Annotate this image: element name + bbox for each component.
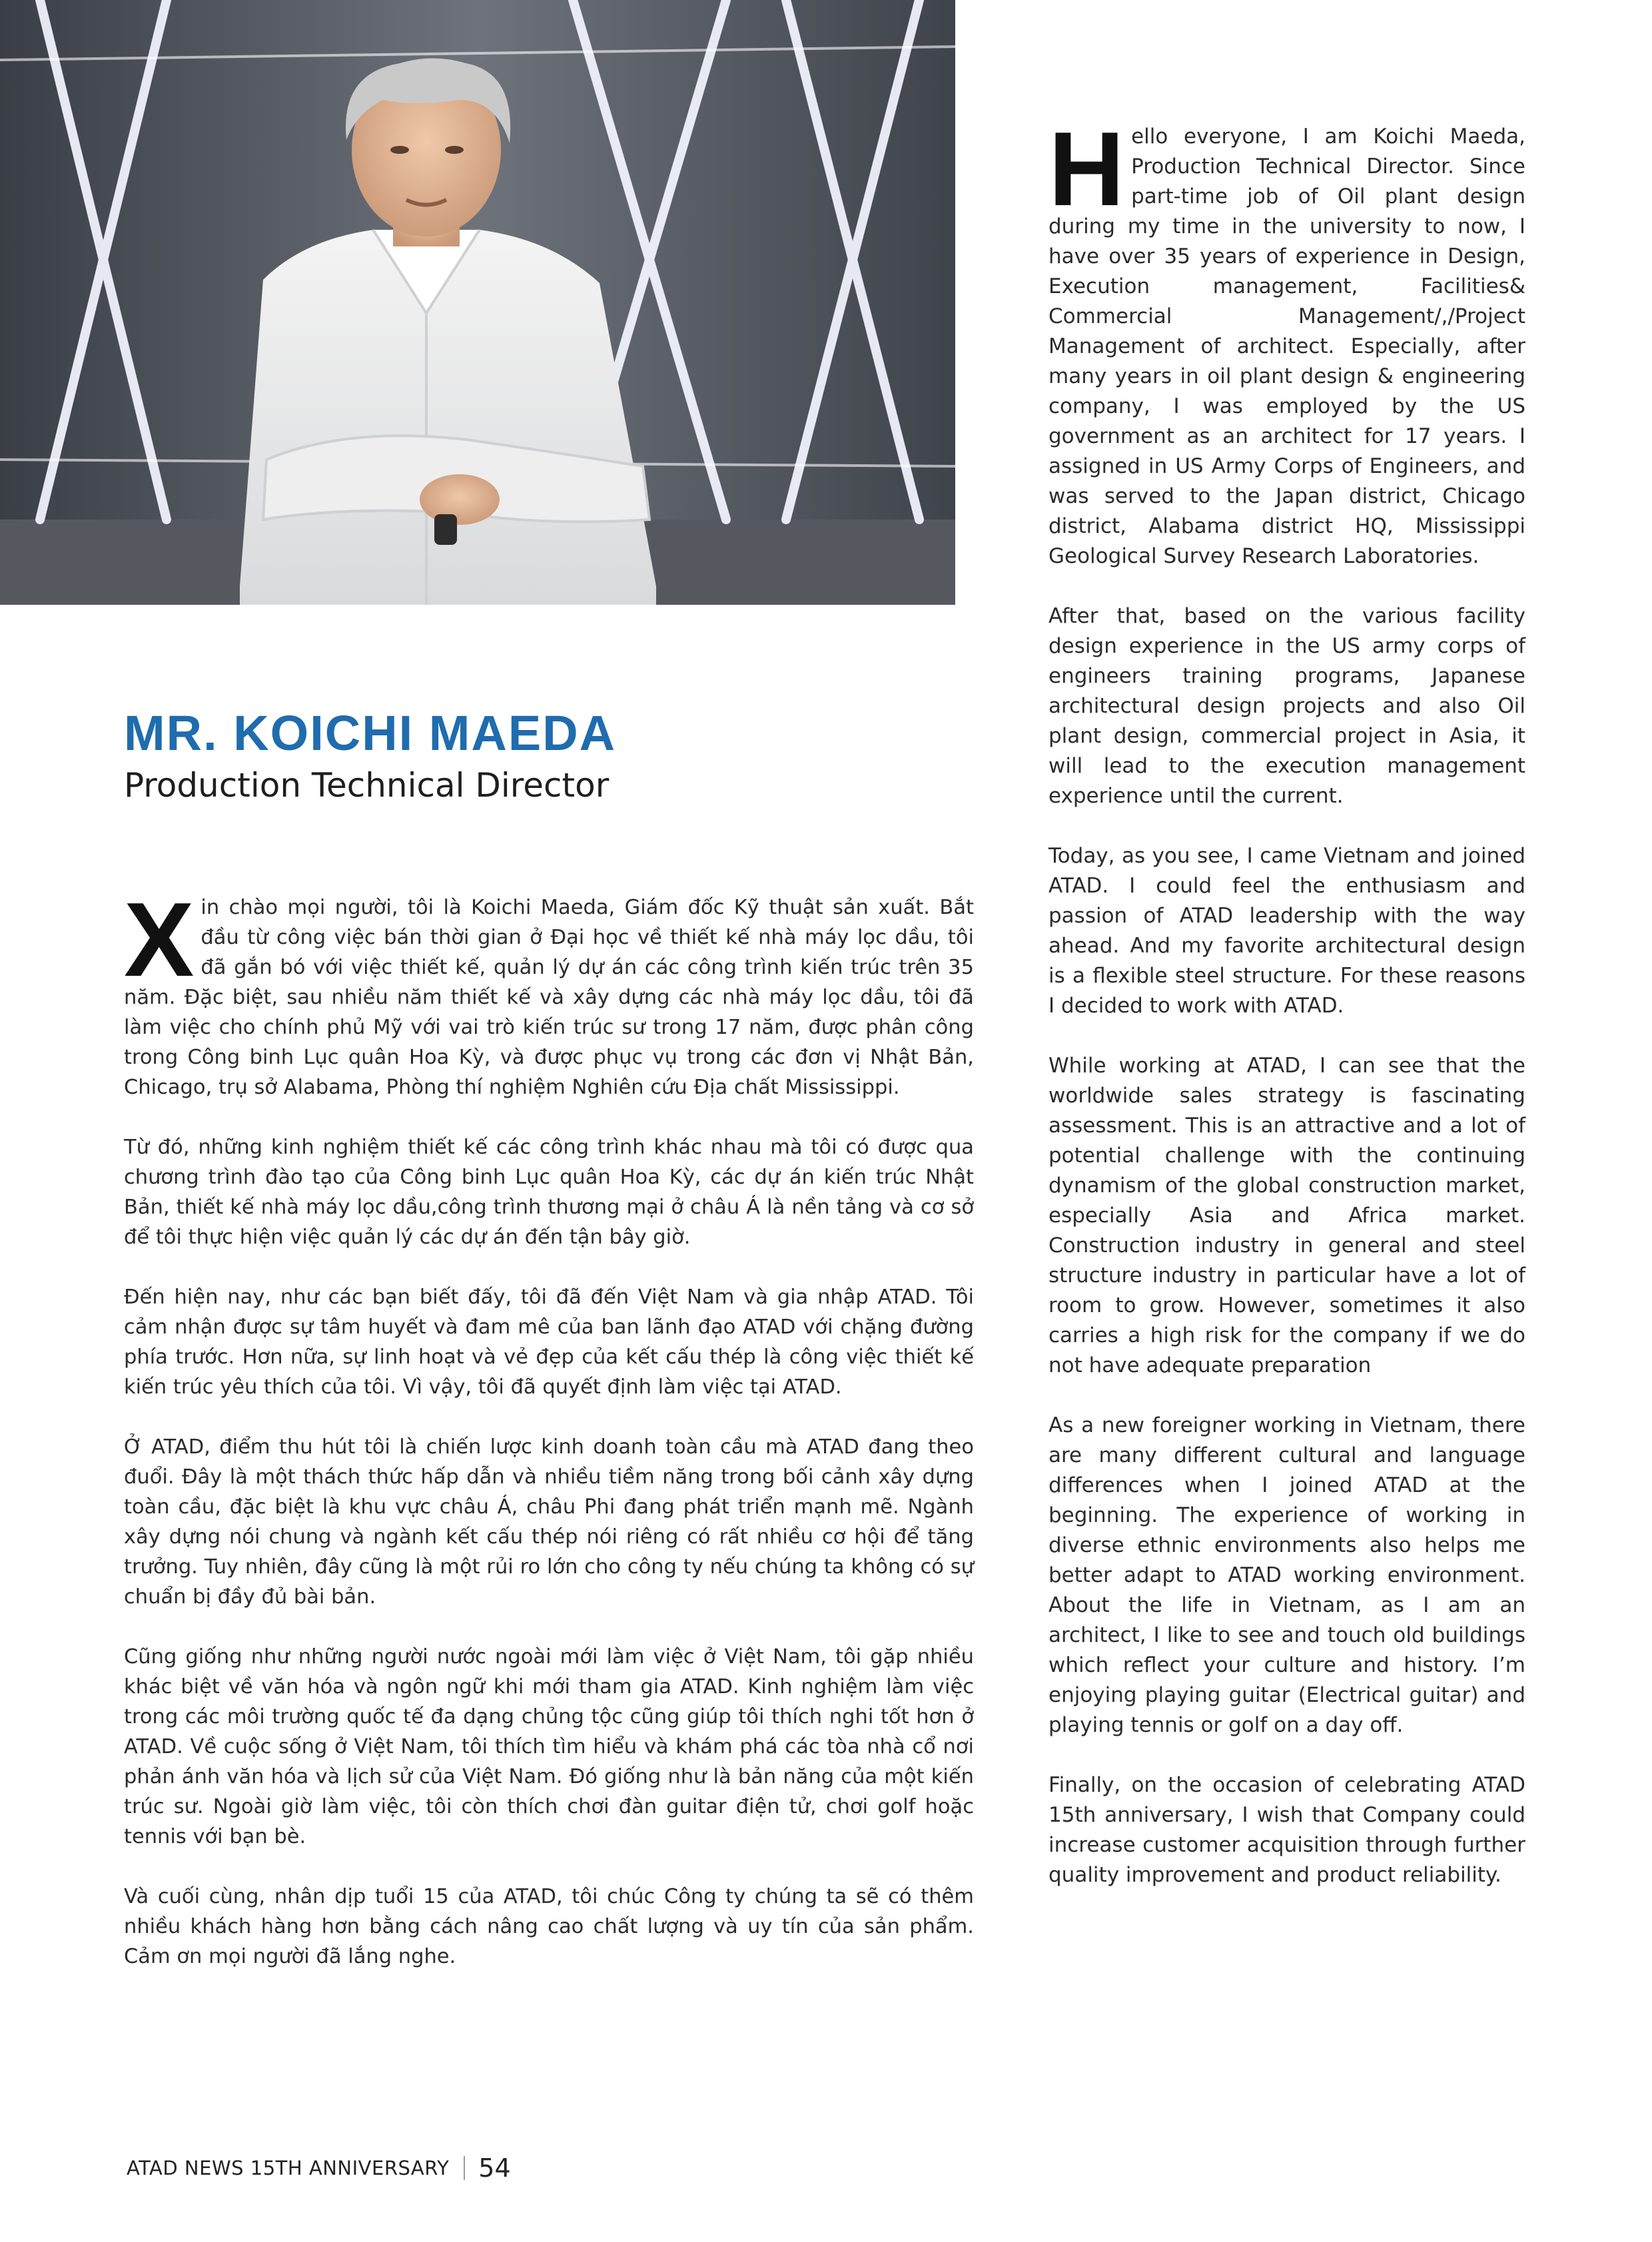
page-footer (127, 2153, 511, 2183)
page-number: 54 (478, 2153, 511, 2183)
vi-paragraph-2: Từ đó, những kinh nghiệm thiết kế các công trình khác nhau mà tôi có được qua chương trình đào tạo của Công binh Lục quân Hoa Kỳ, các dự án kiến trúc Nhật Bản, thiết kế nhà máy lọc dầu,công trình thương mại ở châu Á là nền tảng và cơ sở để tôi thực hiện việc quản lý các dự án đến tận bây giờ. (124, 1136, 974, 1249)
portrait-illustration (0, 0, 955, 605)
en-paragraph-2: After that, based on the various facility design experience in the US army corps of engineers training programs, Japanese architectural design projects and also Oil plant design, commercial project in Asia, it will lead to the execution management experience until the current. (1048, 604, 1525, 808)
en-paragraph-6: Finally, on the occasion of celebrating ATAD 15th anniversary, I wish that Company could increase customer acquisition through further quality improvement and product reliability. (1048, 1773, 1525, 1887)
en-paragraph-5: As a new foreigner working in Vietnam, there are many different cultural and language differences when I joined ATAD at the beginning. The experience of working in diverse ethnic environments also helps me better adapt to ATAD working environment. About the life in Vietnam, as I am an architect, I like to see and touch old buildings which reflect your culture and history. I’m enjoying playing guitar (Electrical guitar) and playing tennis or golf on a day off. (1048, 1413, 1525, 1737)
vi-paragraph-4: Ở ATAD, điểm thu hút tôi là chiến lược kinh doanh toàn cầu mà ATAD đang theo đuổi. Đây là một thách thức hấp dẫn và nhiều tiềm năng trong bối cảnh xây dựng toàn cầu, đặc biệt là khu vực châu Á, châu Phi đang phát triển mạnh mẽ. Ngành xây dựng nói chung và ngành kết cấu thép nói riêng có rất nhiều cơ hội để tăng trưởng. Tuy nhiên, đây cũng là một rủi ro lớn cho công ty nếu chúng ta không có sự chuẩn bị đầy đủ bài bản. (124, 1435, 974, 1609)
vi-paragraph-1 (124, 881, 974, 1102)
vi-paragraph-5: Cũng giống như những người nước ngoài mới làm việc ở Việt Nam, tôi gặp nhiều khác biệt về văn hóa và ngôn ngữ khi mới tham gia ATAD. Kinh nghiệm làm việc trong các môi trường quốc tế đa dạng chủng tộc cũng giúp tôi thích nghi tốt hơn ở ATAD. Về cuộc sống ở Việt Nam, tôi thích tìm hiểu và khám phá các tòa nhà cổ nơi phản ánh văn hóa và lịch sử của Việt Nam. Đó giống như là bản năng của một kiến trúc sư. Ngoài giờ làm việc, tôi còn thích chơi đàn guitar điện tử, chơi golf hoặc tennis với bạn bè. (124, 1645, 974, 1848)
publication-name: ATAD NEWS 15TH ANNIVERSARY (127, 2157, 450, 2179)
person-role: Production Technical Director (124, 766, 610, 805)
vi-paragraph-6: Và cuối cùng, nhân dịp tuổi 15 của ATAD, tôi chúc Công ty chúng ta sẽ có thêm nhiều khách hàng hơn bằng cách nâng cao chất lượng và uy tín của sản phẩm. Cảm ơn mọi người đã lắng nghe. (124, 1885, 974, 1968)
en-paragraph-1 (1048, 111, 1525, 571)
portrait-photo (0, 0, 955, 605)
vi-paragraph-1-text: in chào mọi người, tôi là Koichi Maeda, Giám đốc Kỹ thuật sản xuất. Bắt đầu từ công việc bán thời gian ở Đại học về thiết kế nhà máy lọc dầu, tôi đã gắn bó với việc thiết kế, quản lý dự án các công trình kiến trúc trên 35 năm. Đặc biệt, sau nhiều năm thiết kế và xây dựng các nhà máy lọc dầu, tôi đã làm việc cho chính phủ Mỹ với vai trò kiến trúc sư trong 17 năm, được phân công trong Công binh Lục quân Hoa Kỳ, và được phục vụ trong các đơn vị Nhật Bản, Chicago, trụ sở Alabama, Phòng thí nghiệm Nghiên cứu Địa chất Mississippi. (124, 896, 974, 1099)
vi-dropcap: X (124, 881, 195, 998)
english-article (1048, 111, 1525, 1920)
footer-divider (464, 2156, 465, 2180)
person-name: MR. KOICHI MAEDA (124, 705, 617, 761)
vi-paragraph-3: Đến hiện nay, như các bạn biết đấy, tôi đã đến Việt Nam và gia nhập ATAD. Tôi cảm nhận được sự tâm huyết và đam mê của ban lãnh đạo ATAD với chặng đường phía trước. Hơn nữa, sự linh hoạt và vẻ đẹp của kết cấu thép là công việc thiết kế kiến trúc yêu thích của tôi. Vì vậy, tôi đã quyết định làm việc tại ATAD. (124, 1286, 974, 1399)
en-paragraph-1-text: ello everyone, I am Koichi Maeda, Production Technical Director. Since part-time job of Oil plant design during my time in the university to now, I have over 35 years of experience in Design, Execution management, Facilities& Commercial Management/,/Project Management of architect. Especially, after many years in oil plant design & engineering company, I was employed by the US government as an architect for 17 years. I assigned in US Army Corps of Engineers, and was served to the Japan district, Chicago district, Alabama district HQ, Mississippi Geological Survey Research Laboratories. (1048, 125, 1525, 568)
en-paragraph-3: Today, as you see, I came Vietnam and joined ATAD. I could feel the enthusiasm and passion of ATAD leadership with the way ahead. And my favorite architectural design is a flexible steel structure. For these reasons I decided to work with ATAD. (1048, 844, 1525, 1018)
en-dropcap: H (1048, 111, 1125, 228)
vietnamese-article (124, 881, 974, 2002)
en-paragraph-4: While working at ATAD, I can see that the worldwide sales strategy is fascinating assessment. This is an attractive and a lot of potential challenge with the continuing dynamism of the global construction market, especially Asia and Africa market. Construction industry in general and steel structure industry in particular have a lot of room to grow. However, sometimes it also carries a high risk for the company if we do not have adequate preparation (1048, 1054, 1525, 1377)
